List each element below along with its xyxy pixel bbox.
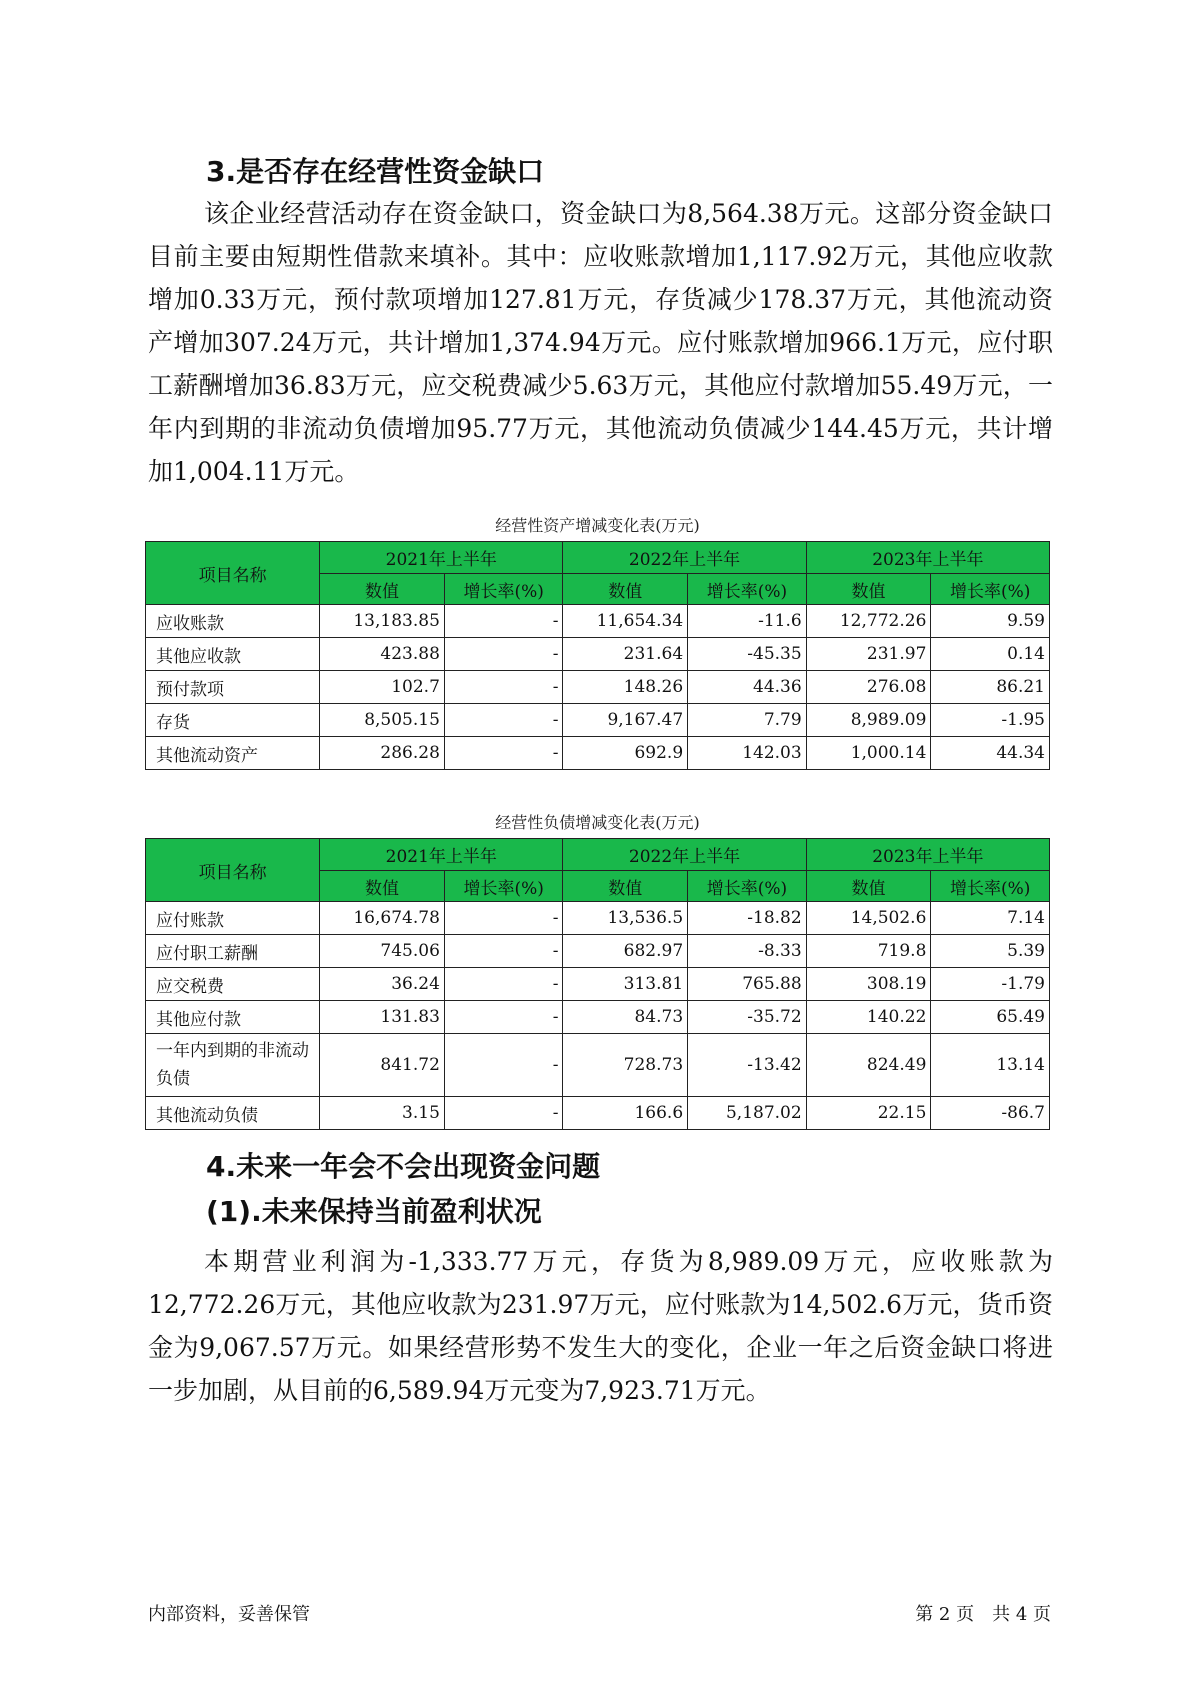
cell-growth-rate: 65.49 xyxy=(931,1001,1050,1034)
assets-change-table xyxy=(145,541,1050,770)
header-growth-rate: 增长率(%) xyxy=(444,871,563,902)
cell-growth-rate: 7.79 xyxy=(688,704,807,737)
header-year-2021: 2021年上半年 xyxy=(320,542,563,574)
table-row xyxy=(146,671,1050,704)
cell-value: 102.7 xyxy=(320,671,445,704)
cell-growth-rate: - xyxy=(444,1097,563,1130)
liabilities-change-table xyxy=(145,838,1050,1130)
cell-value: 276.08 xyxy=(806,671,931,704)
section-4-subheading: (1).未来保持当前盈利状况 xyxy=(206,1195,542,1228)
header-value: 数值 xyxy=(320,574,445,605)
cell-value: 231.64 xyxy=(563,638,688,671)
section-4-heading: 4.未来一年会不会出现资金问题 xyxy=(206,1150,601,1183)
cell-value: 3.15 xyxy=(320,1097,445,1130)
cell-growth-rate: - xyxy=(444,1001,563,1034)
table-row xyxy=(146,737,1050,770)
assets-table-caption: 经营性资产增减变化表(万元) xyxy=(495,516,700,535)
cell-growth-rate: 0.14 xyxy=(931,638,1050,671)
header-year-2023: 2023年上半年 xyxy=(806,542,1049,574)
cell-growth-rate: -35.72 xyxy=(688,1001,807,1034)
cell-growth-rate: - xyxy=(444,968,563,1001)
cell-growth-rate: - xyxy=(444,638,563,671)
header-growth-rate: 增长率(%) xyxy=(688,871,807,902)
cell-growth-rate: -45.35 xyxy=(688,638,807,671)
cell-growth-rate: 7.14 xyxy=(931,902,1050,935)
header-year-2023: 2023年上半年 xyxy=(806,839,1049,871)
cell-value: 824.49 xyxy=(806,1034,931,1097)
table-row xyxy=(146,638,1050,671)
header-year-2021: 2021年上半年 xyxy=(320,839,563,871)
cell-growth-rate: 44.34 xyxy=(931,737,1050,770)
cell-value: 131.83 xyxy=(320,1001,445,1034)
cell-value: 13,536.5 xyxy=(563,902,688,935)
cell-growth-rate: - xyxy=(444,737,563,770)
footer-left: 内部资料，妥善保管 xyxy=(148,1604,310,1625)
cell-value: 16,674.78 xyxy=(320,902,445,935)
cell-value: 841.72 xyxy=(320,1034,445,1097)
cell-value: 719.8 xyxy=(806,935,931,968)
row-item-name: 其他流动负债 xyxy=(146,1097,320,1130)
cell-growth-rate: 765.88 xyxy=(688,968,807,1001)
table-row xyxy=(146,704,1050,737)
cell-value: 22.15 xyxy=(806,1097,931,1130)
cell-growth-rate: - xyxy=(444,902,563,935)
cell-growth-rate: - xyxy=(444,671,563,704)
row-item-name: 其他流动资产 xyxy=(146,737,320,770)
table-row xyxy=(146,605,1050,638)
cell-value: 14,502.6 xyxy=(806,902,931,935)
row-item-name: 其他应付款 xyxy=(146,1001,320,1034)
row-item-name: 应付职工薪酬 xyxy=(146,935,320,968)
cell-growth-rate: - xyxy=(444,704,563,737)
cell-growth-rate: 142.03 xyxy=(688,737,807,770)
row-item-name: 存货 xyxy=(146,704,320,737)
cell-growth-rate: -1.79 xyxy=(931,968,1050,1001)
cell-growth-rate: - xyxy=(444,1034,563,1097)
cell-growth-rate: -1.95 xyxy=(931,704,1050,737)
cell-value: 728.73 xyxy=(563,1034,688,1097)
cell-value: 12,772.26 xyxy=(806,605,931,638)
header-value: 数值 xyxy=(320,871,445,902)
cell-value: 13,183.85 xyxy=(320,605,445,638)
table-row xyxy=(146,1097,1050,1130)
section-3-heading: 3.是否存在经营性资金缺口 xyxy=(206,155,545,188)
cell-value: 11,654.34 xyxy=(563,605,688,638)
cell-value: 286.28 xyxy=(320,737,445,770)
header-value: 数值 xyxy=(806,871,931,902)
header-growth-rate: 增长率(%) xyxy=(688,574,807,605)
cell-growth-rate: 5.39 xyxy=(931,935,1050,968)
cell-value: 308.19 xyxy=(806,968,931,1001)
cell-growth-rate: 5,187.02 xyxy=(688,1097,807,1130)
cell-value: 148.26 xyxy=(563,671,688,704)
table-row xyxy=(146,1034,1050,1097)
cell-value: 313.81 xyxy=(563,968,688,1001)
cell-value: 231.97 xyxy=(806,638,931,671)
header-item-name: 项目名称 xyxy=(146,542,320,605)
cell-value: 692.9 xyxy=(563,737,688,770)
cell-growth-rate: - xyxy=(444,935,563,968)
cell-value: 745.06 xyxy=(320,935,445,968)
header-value: 数值 xyxy=(806,574,931,605)
cell-value: 8,505.15 xyxy=(320,704,445,737)
cell-growth-rate: 13.14 xyxy=(931,1034,1050,1097)
row-item-name: 应付账款 xyxy=(146,902,320,935)
header-growth-rate: 增长率(%) xyxy=(931,574,1050,605)
section-3-paragraph: 该企业经营活动存在资金缺口，资金缺口为8,564.38万元。这部分资金缺口目前主要由短期性借款来填补。其中：应收账款增加1,117.92万元，其他应收款增加0.33万元，预付款项增加127.81万元，存货减少178.37万元，其他流动资产增加307.24万元，共计增加1,374.94万元。应付账款增加966.1万元，应付职工薪酬增加36.83万元，应交税费减少5.63万元，其他应付款增加55.49万元，一年内到期的非流动负债增加95.77万元，其他流动负债减少144.45万元，共计增加1,004.11万元。 xyxy=(148,199,1053,486)
cell-growth-rate: -13.42 xyxy=(688,1034,807,1097)
row-item-name: 预付款项 xyxy=(146,671,320,704)
liabilities-table-caption: 经营性负债增减变化表(万元) xyxy=(495,813,700,832)
header-growth-rate: 增长率(%) xyxy=(444,574,563,605)
cell-growth-rate: -86.7 xyxy=(931,1097,1050,1130)
row-item-name: 应收账款 xyxy=(146,605,320,638)
table-row xyxy=(146,968,1050,1001)
cell-value: 1,000.14 xyxy=(806,737,931,770)
cell-growth-rate: 86.21 xyxy=(931,671,1050,704)
footer-page-number: 第 2 页 共 4 页 xyxy=(915,1604,1051,1625)
cell-growth-rate: -8.33 xyxy=(688,935,807,968)
cell-growth-rate: 44.36 xyxy=(688,671,807,704)
cell-growth-rate: - xyxy=(444,605,563,638)
row-item-name: 其他应收款 xyxy=(146,638,320,671)
header-year-2022: 2022年上半年 xyxy=(563,542,806,574)
header-item-name: 项目名称 xyxy=(146,839,320,902)
row-item-name: 应交税费 xyxy=(146,968,320,1001)
header-value: 数值 xyxy=(563,574,688,605)
cell-value: 9,167.47 xyxy=(563,704,688,737)
table-row xyxy=(146,935,1050,968)
section-4-paragraph: 本期营业利润为-1,333.77万元，存货为8,989.09万元，应收账款为12,772.26万元，其他应收款为231.97万元，应付账款为14,502.6万元，货币资金为9,067.57万元。如果经营形势不发生大的变化，企业一年之后资金缺口将进一步加剧，从目前的6,589.94万元变为7,923.71万元。 xyxy=(148,1247,1053,1405)
cell-value: 8,989.09 xyxy=(806,704,931,737)
cell-growth-rate: -11.6 xyxy=(688,605,807,638)
cell-value: 682.97 xyxy=(563,935,688,968)
cell-value: 84.73 xyxy=(563,1001,688,1034)
table-row xyxy=(146,902,1050,935)
cell-growth-rate: -18.82 xyxy=(688,902,807,935)
cell-value: 140.22 xyxy=(806,1001,931,1034)
header-growth-rate: 增长率(%) xyxy=(931,871,1050,902)
cell-value: 166.6 xyxy=(563,1097,688,1130)
cell-value: 36.24 xyxy=(320,968,445,1001)
cell-growth-rate: 9.59 xyxy=(931,605,1050,638)
header-value: 数值 xyxy=(563,871,688,902)
table-row xyxy=(146,1001,1050,1034)
cell-value: 423.88 xyxy=(320,638,445,671)
row-item-name: 一年内到期的非流动负债 xyxy=(146,1034,320,1097)
header-year-2022: 2022年上半年 xyxy=(563,839,806,871)
